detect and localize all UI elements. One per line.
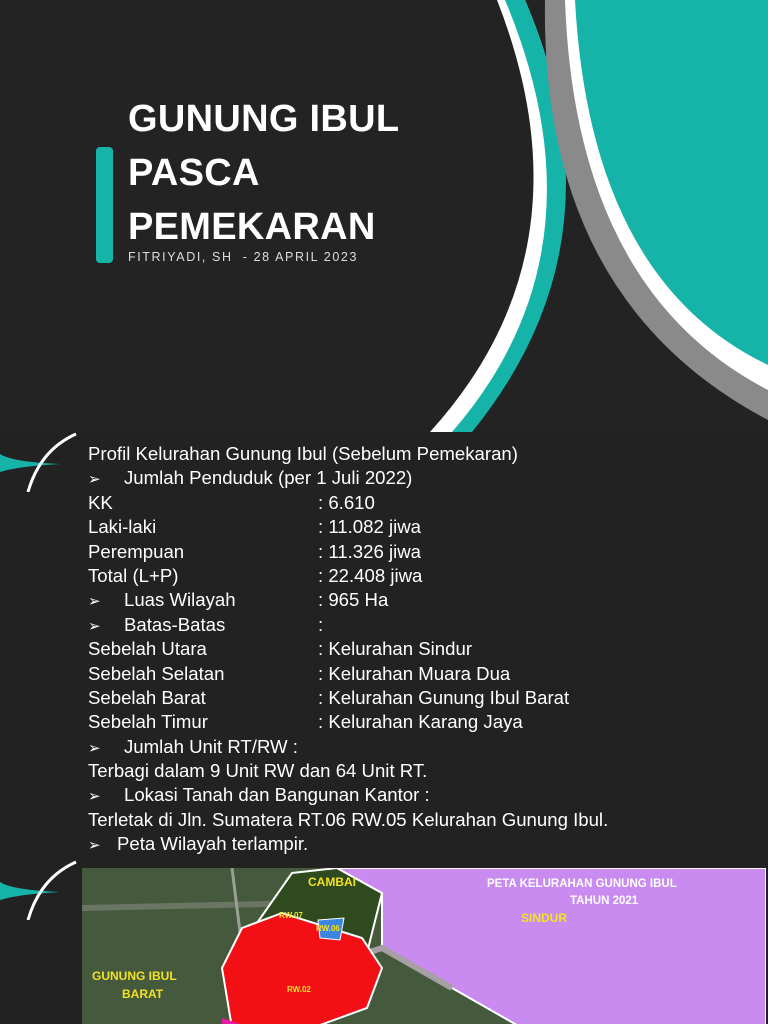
bullet-item-area bbox=[88, 588, 758, 612]
border-value: : Kelurahan Karang Jaya bbox=[318, 711, 523, 733]
bullet-arrow-icon: ➢ bbox=[88, 617, 101, 635]
bullet-text: Luas Wilayah bbox=[124, 589, 236, 611]
bullet-item-borders bbox=[88, 613, 758, 637]
map-label-sindur: SINDUR bbox=[521, 911, 568, 925]
border-label: Sebelah Barat bbox=[88, 686, 206, 708]
bullet-text: Batas-Batas bbox=[124, 613, 226, 635]
map-label-rw06: RW.06 bbox=[316, 924, 340, 933]
title-line: GUNUNG IBUL bbox=[128, 98, 400, 140]
map-label-gunung-ibul-barat: GUNUNG IBUL bbox=[92, 969, 177, 983]
profile-slide bbox=[0, 432, 768, 1024]
map-label-cambai: CAMBAI bbox=[308, 875, 356, 889]
title-line: PASCA bbox=[128, 152, 260, 194]
teal-swoosh bbox=[0, 454, 60, 472]
border-row-north bbox=[88, 637, 758, 661]
stat-row-total bbox=[88, 564, 758, 588]
bullet-text: Jumlah Unit RT/RW : bbox=[124, 735, 298, 757]
map-label-rw02: RW.02 bbox=[287, 985, 311, 994]
slide-subtitle: FITRIYADI, SH - 28 APRIL 2023 bbox=[128, 250, 359, 264]
slide-title bbox=[128, 92, 399, 254]
corner-swoosh-decoration-lower bbox=[0, 860, 90, 920]
bullet-text: Lokasi Tanah dan Bangunan Kantor : bbox=[124, 784, 430, 806]
bullet-item-map bbox=[88, 832, 758, 856]
region-map bbox=[82, 868, 766, 1024]
map-title: TAHUN 2021 bbox=[570, 895, 639, 907]
office-text: Terletak di Jln. Sumatera RT.06 RW.05 Kelurahan Gunung Ibul. bbox=[88, 808, 609, 830]
bullet-arrow-icon: ➢ bbox=[88, 739, 101, 757]
accent-bar bbox=[96, 147, 113, 263]
border-value: : Kelurahan Gunung Ibul Barat bbox=[318, 686, 570, 708]
profile-content bbox=[88, 442, 758, 857]
border-row-east bbox=[88, 710, 758, 734]
stat-value: : bbox=[318, 613, 324, 635]
profile-heading: Profil Kelurahan Gunung Ibul (Sebelum Pemekaran) bbox=[88, 443, 518, 464]
bullet-item-units bbox=[88, 735, 758, 759]
stat-row-female bbox=[88, 540, 758, 564]
stat-value: : 11.326 jiwa bbox=[318, 540, 422, 562]
corner-swoosh-decoration bbox=[0, 432, 90, 492]
map-image bbox=[82, 868, 766, 1024]
stat-value: : 11.082 jiwa bbox=[318, 516, 422, 538]
stat-row-male bbox=[88, 515, 758, 539]
bullet-text: Jumlah Penduduk (per 1 Juli 2022) bbox=[124, 467, 413, 489]
bullet-item-population bbox=[88, 466, 758, 490]
map-label-gunung-ibul-barat: BARAT bbox=[122, 987, 164, 1001]
bullet-arrow-icon: ➢ bbox=[88, 593, 101, 611]
stat-label: Laki-laki bbox=[88, 516, 157, 538]
map-title: PETA KELURAHAN GUNUNG IBUL bbox=[487, 878, 677, 890]
bullet-text: Peta Wilayah terlampir. bbox=[117, 833, 309, 855]
title-slide bbox=[0, 0, 768, 432]
border-label: Sebelah Timur bbox=[88, 711, 208, 733]
border-value: : Kelurahan Muara Dua bbox=[318, 662, 511, 684]
stat-label: Perempuan bbox=[88, 540, 185, 562]
map-label-rw07: RW.07 bbox=[279, 911, 303, 920]
border-row-south bbox=[88, 662, 758, 686]
stat-row-kk bbox=[88, 491, 758, 515]
stat-value: : 6.610 bbox=[318, 491, 375, 513]
border-label: Sebelah Selatan bbox=[88, 662, 225, 684]
stat-value: : 22.408 jiwa bbox=[318, 564, 423, 586]
title-line: PEMEKARAN bbox=[128, 206, 376, 248]
border-value: : Kelurahan Sindur bbox=[318, 638, 473, 660]
bullet-arrow-icon: ➢ bbox=[88, 471, 101, 489]
bullet-arrow-icon: ➢ bbox=[88, 837, 101, 855]
bullet-item-office bbox=[88, 783, 758, 807]
units-text: Terbagi dalam 9 Unit RW dan 64 Unit RT. bbox=[88, 760, 428, 782]
border-row-west bbox=[88, 686, 758, 710]
stat-value: : 965 Ha bbox=[318, 589, 389, 611]
border-label: Sebelah Utara bbox=[88, 638, 207, 660]
stat-label: KK bbox=[88, 491, 113, 513]
teal-swoosh bbox=[0, 882, 60, 900]
stat-label: Total (L+P) bbox=[88, 564, 179, 586]
bullet-arrow-icon: ➢ bbox=[88, 788, 101, 806]
